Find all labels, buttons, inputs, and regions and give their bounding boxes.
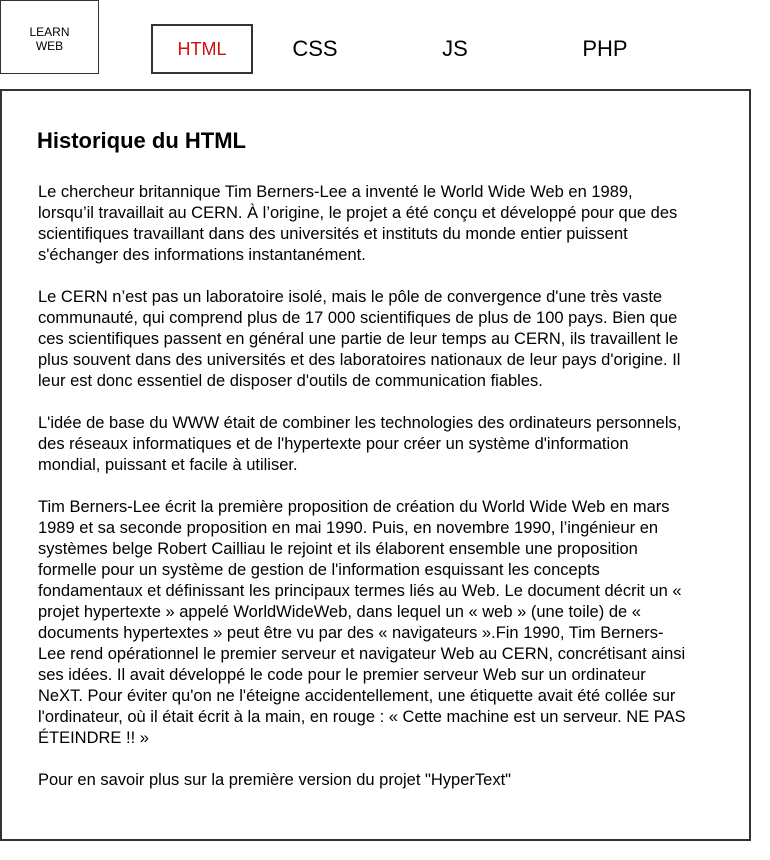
nav-tab-js[interactable]: JS (442, 36, 468, 61)
logo-line-2: WEB (35, 39, 64, 53)
article-panel (0, 89, 751, 841)
nav-tab-html[interactable]: HTML (151, 24, 253, 74)
article-paragraph-2: Le CERN n’est pas un laboratoire isolé, mais le pôle de convergence d'une très vaste communauté, qui comprend plus de 17 000 scientifiques de plus de 100 pays. Bien que ces scientifiques passent en général une partie de leur temps au CERN, ils travaillent le plus souvent dans des universités et des laboratoires nationaux de leur pays d'origine. Il leur est donc essentiel de disposer d'outils de communication fiables. (38, 288, 681, 390)
article-paragraph-3: L'idée de base du WWW était de combiner les technologies des ordinateurs personnels, des réseaux informatiques et de l'hypertexte pour créer un système d'information mondial, puissant et facile à utiliser. (38, 414, 682, 474)
nav-tab-css[interactable]: CSS (292, 36, 338, 61)
logo-line-1: LEARN (29, 25, 70, 39)
article-title: Historique du HTML (37, 128, 246, 153)
article-paragraph-1: Le chercheur britannique Tim Berners-Lee a inventé le World Wide Web en 1989, lorsqu’il travaillait au CERN. À l’origine, le projet a été conçu et développé pour que des scientifiques travaillant dans des universités et instituts du monde entier puissent s'échanger des informations instantanément. (38, 183, 678, 264)
article-paragraph-4: Tim Berners-Lee écrit la première proposition de création du World Wide Web en mars 1989 et sa seconde proposition en mai 1990. Puis, en novembre 1990, l’ingénieur en systèmes belge Robert Cailliau le rejoint et ils élaborent ensemble une proposition formelle pour un système de gestion de l'information esquissant les concepts fondamentaux et définissant les principaux termes liés au Web. Le document décrit un « projet hypertexte » appelé WorldWideWeb, dans lequel un « web » (une toile) de « documents hypertextes » peut être vu par des « navigateurs ».Fin 1990, Tim Berners-Lee rend opérationnel le premier serveur et navigateur Web au CERN, concrétisant ainsi ses idées. Il avait développé le code pour le premier serveur Web sur un ordinateur NeXT. Pour éviter qu'on ne l'éteigne accidentellement, une étiquette avait été collée sur l'ordinateur, où il était écrit à la main, en rouge : « Cette machine est un serveur. NE PAS ÉTEINDRE !! » (38, 498, 686, 747)
article-body (38, 182, 688, 791)
nav-tab-php[interactable]: PHP (582, 36, 628, 61)
article-paragraph-5: Pour en savoir plus sur la première version du projet "HyperText" (38, 771, 512, 789)
site-logo[interactable] (0, 0, 99, 74)
